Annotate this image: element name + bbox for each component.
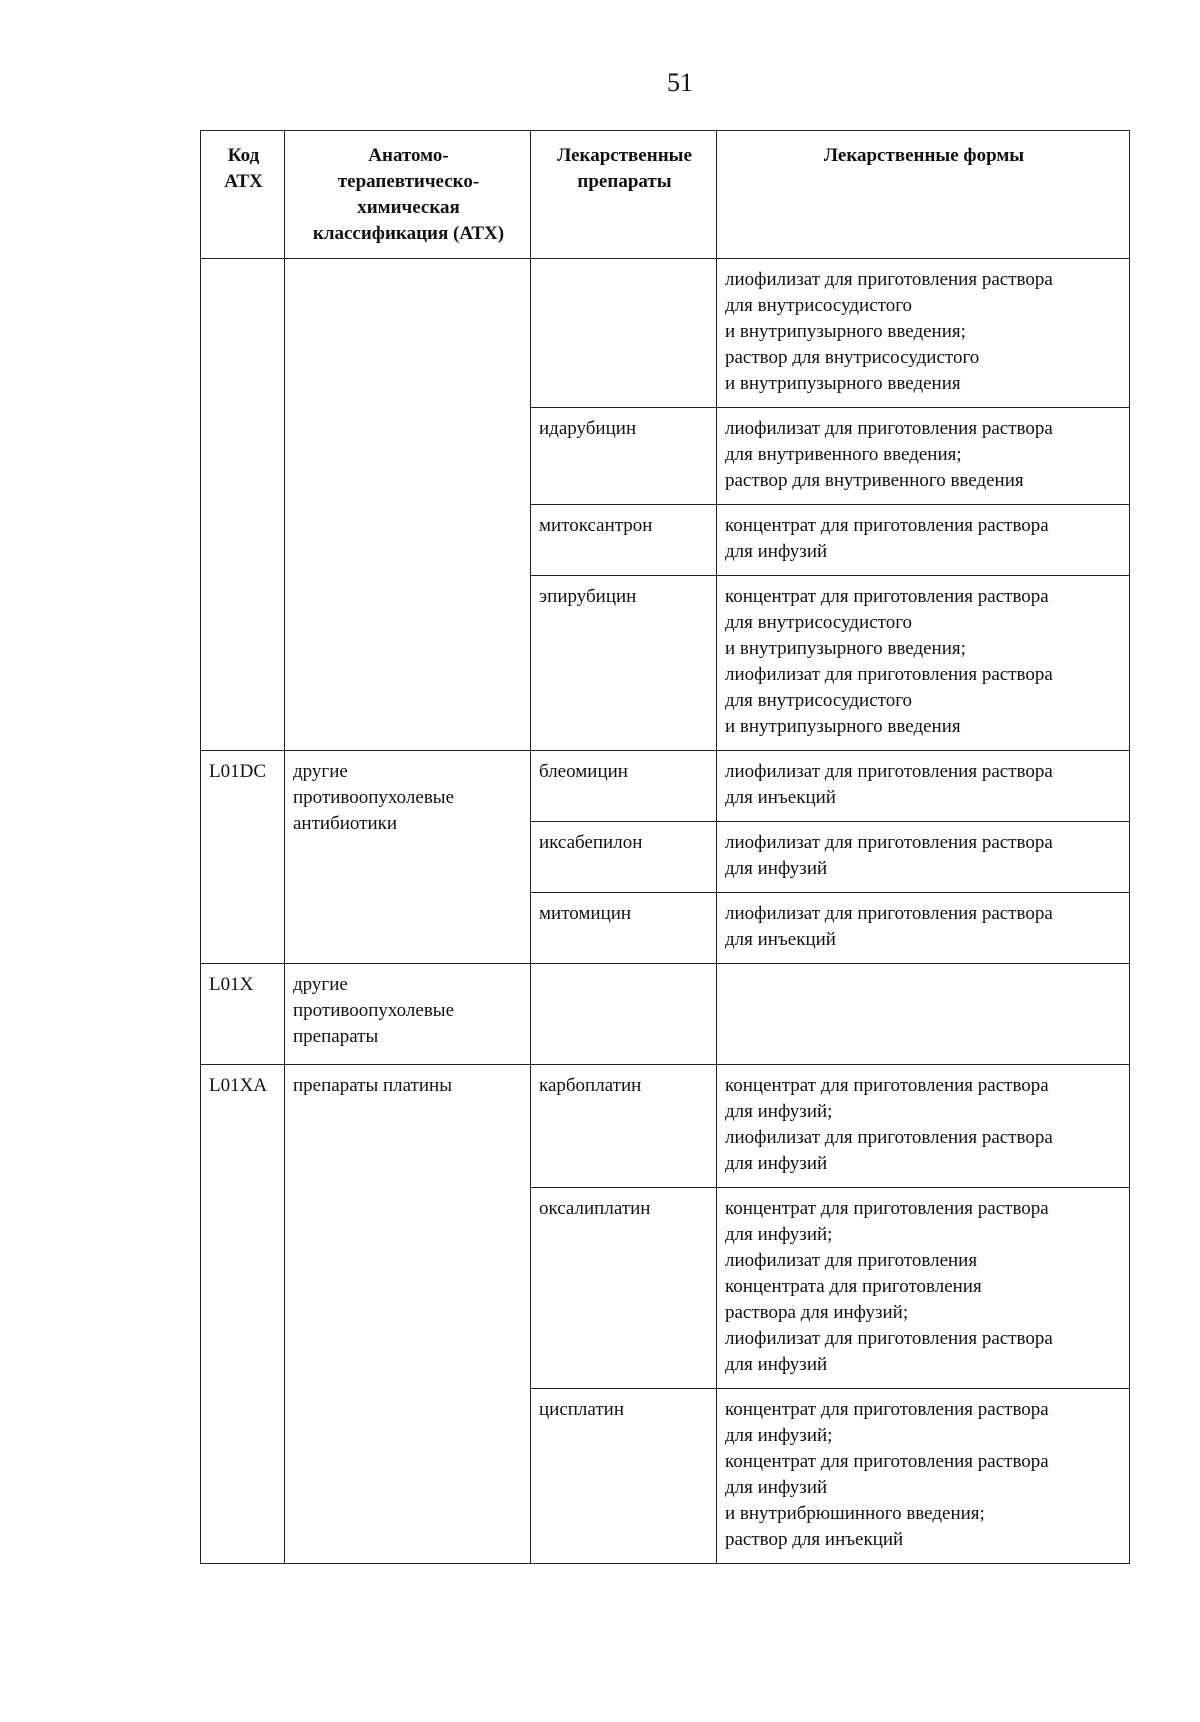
header-code <box>201 131 285 259</box>
form-line: раствор для инъекций <box>725 1529 904 1550</box>
code-cell: L01DC <box>201 751 285 964</box>
form-line: концентрат для приготовления раствора <box>725 1451 1049 1472</box>
header-classification <box>285 131 531 259</box>
form-line: для внутривенного введения; <box>725 444 962 465</box>
drug-cell: блеомицин <box>531 751 717 822</box>
forms-cell <box>717 259 1130 408</box>
form-line: лиофилизат для приготовления раствора <box>725 832 1053 853</box>
header-forms-line: Лекарственные формы <box>823 145 1025 166</box>
form-line: и внутрипузырного введения; <box>725 321 966 342</box>
form-line: для инъекций <box>725 787 836 808</box>
classification-line: другие <box>293 974 348 995</box>
header-classification-line: классификация (АТХ) <box>312 223 505 244</box>
table-row <box>201 259 1130 408</box>
classification-cell <box>285 751 531 964</box>
atc-table <box>200 130 1130 1564</box>
form-line: и внутрипузырного введения <box>725 716 961 737</box>
classification-cell <box>285 1065 531 1564</box>
drug-cell: митомицин <box>531 893 717 964</box>
form-line: для инфузий; <box>725 1425 833 1446</box>
drug-cell: иксабепилон <box>531 822 717 893</box>
form-line: лиофилизат для приготовления раствора <box>725 664 1053 685</box>
form-line: лиофилизат для приготовления раствора <box>725 1127 1053 1148</box>
drug-cell <box>531 964 717 1065</box>
classification-cell <box>285 259 531 751</box>
form-line: для инфузий <box>725 1477 828 1498</box>
table-row <box>201 964 1130 1065</box>
header-classification-line: Анатомо- <box>368 145 449 166</box>
form-line: для инфузий; <box>725 1101 833 1122</box>
header-drugs-line: препараты <box>577 171 672 192</box>
table-row <box>201 751 1130 822</box>
code-cell <box>201 259 285 751</box>
classification-line: препараты платины <box>293 1075 452 1096</box>
form-line: раствора для инфузий; <box>725 1302 909 1323</box>
header-drugs-line: Лекарственные <box>557 145 692 166</box>
forms-cell <box>717 964 1130 1065</box>
form-line: раствор для внутрисосудистого <box>725 347 980 368</box>
code-cell: L01XA <box>201 1065 285 1564</box>
drug-cell: цисплатин <box>531 1389 717 1564</box>
form-line: концентрат для приготовления раствора <box>725 586 1049 607</box>
forms-cell <box>717 1065 1130 1188</box>
classification-line: противоопухолевые <box>293 1000 455 1021</box>
drug-cell: оксалиплатин <box>531 1188 717 1389</box>
form-line: раствор для внутривенного введения <box>725 470 1024 491</box>
form-line: и внутрипузырного введения; <box>725 638 966 659</box>
forms-cell <box>717 505 1130 576</box>
header-forms <box>717 131 1130 259</box>
header-drugs <box>531 131 717 259</box>
form-line: концентрат для приготовления раствора <box>725 1399 1049 1420</box>
form-line: лиофилизат для приготовления раствора <box>725 418 1053 439</box>
classification-line: противоопухолевые <box>293 787 455 808</box>
form-line: для инфузий; <box>725 1224 833 1245</box>
table-header-row <box>201 131 1130 259</box>
drug-cell: эпирубицин <box>531 576 717 751</box>
header-code-line: Код <box>227 145 260 166</box>
form-line: для инфузий <box>725 1153 828 1174</box>
classification-line: препараты <box>293 1026 379 1047</box>
classification-line: антибиотики <box>293 813 398 834</box>
form-line: концентрат для приготовления раствора <box>725 515 1049 536</box>
form-line: концентрат для приготовления раствора <box>725 1075 1049 1096</box>
form-line: для инфузий <box>725 1354 828 1375</box>
header-classification-line: терапевтическо- <box>337 171 480 192</box>
form-line: концентрат для приготовления раствора <box>725 1198 1049 1219</box>
form-line: для внутрисосудистого <box>725 690 913 711</box>
forms-cell <box>717 408 1130 505</box>
form-line: для внутрисосудистого <box>725 295 913 316</box>
header-classification-line: химическая <box>357 197 460 218</box>
form-line: концентрата для приготовления <box>725 1276 982 1297</box>
forms-cell <box>717 893 1130 964</box>
classification-line: другие <box>293 761 348 782</box>
form-line: лиофилизат для приготовления <box>725 1250 978 1271</box>
drug-cell <box>531 259 717 408</box>
forms-cell <box>717 1188 1130 1389</box>
form-line: лиофилизат для приготовления раствора <box>725 903 1053 924</box>
form-line: лиофилизат для приготовления раствора <box>725 1328 1053 1349</box>
form-line: для внутрисосудистого <box>725 612 913 633</box>
page-number: 51 <box>667 68 693 97</box>
form-line: для инфузий <box>725 858 828 879</box>
form-line: и внутрибрюшинного введения; <box>725 1503 985 1524</box>
drug-cell: идарубицин <box>531 408 717 505</box>
form-line: лиофилизат для приготовления раствора <box>725 269 1053 290</box>
forms-cell <box>717 1389 1130 1564</box>
drug-cell: карбоплатин <box>531 1065 717 1188</box>
forms-cell <box>717 576 1130 751</box>
forms-cell <box>717 751 1130 822</box>
form-line: для инъекций <box>725 929 836 950</box>
drug-cell: митоксантрон <box>531 505 717 576</box>
forms-cell <box>717 822 1130 893</box>
classification-cell <box>285 964 531 1065</box>
header-code-line: АТХ <box>224 171 263 192</box>
form-line: лиофилизат для приготовления раствора <box>725 761 1053 782</box>
table-row <box>201 1065 1130 1188</box>
form-line: для инфузий <box>725 541 828 562</box>
form-line: и внутрипузырного введения <box>725 373 961 394</box>
code-cell: L01X <box>201 964 285 1065</box>
